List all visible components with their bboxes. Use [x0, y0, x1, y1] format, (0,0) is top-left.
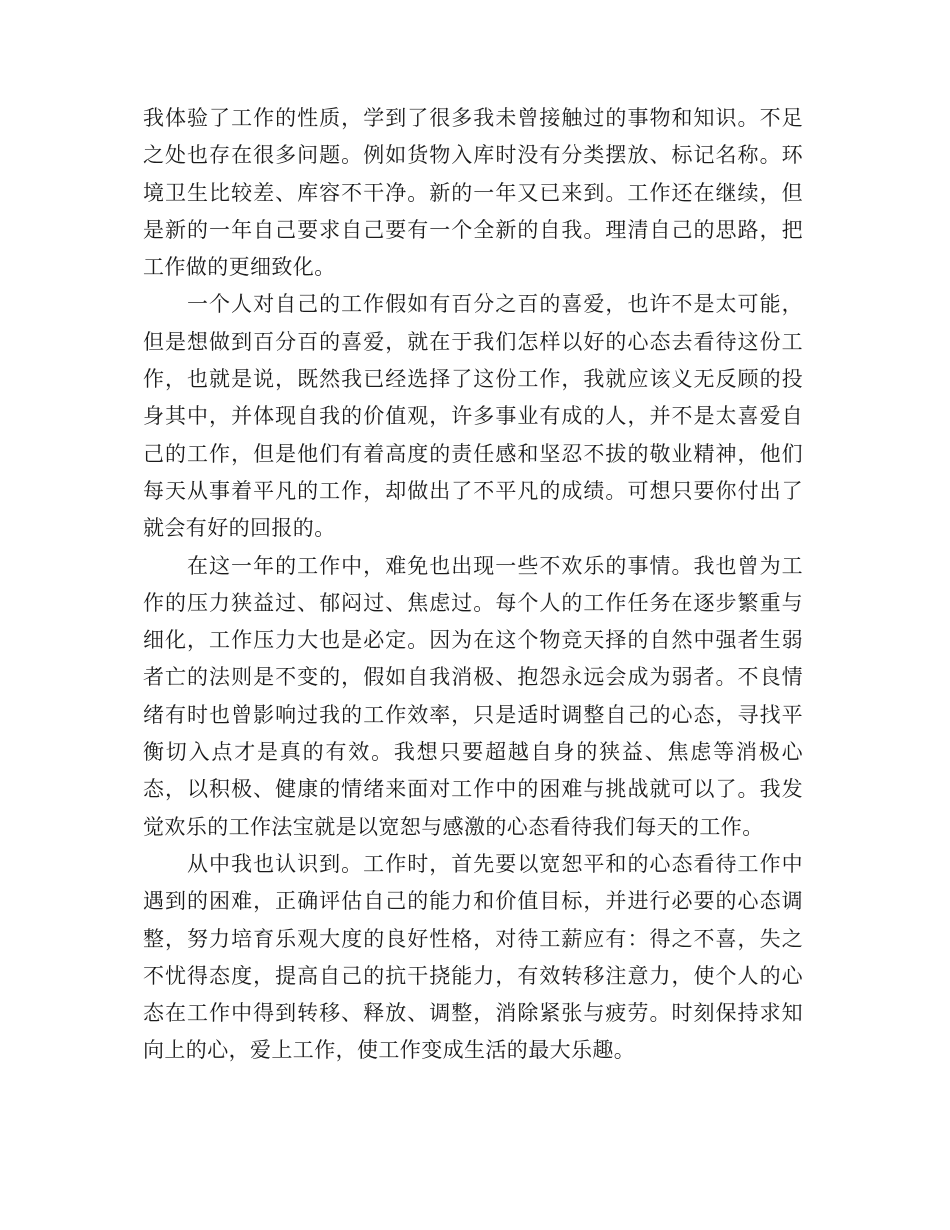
paragraph-1: 我体验了工作的性质，学到了很多我未曾接触过的事物和知识。不足之处也存在很多问题。例如货物入库时没有分类摆放、标记名称。环境卫生比较差、库容不干净。新的一年又已来到。工作还在继续，但是新的一年自己要求自己要有一个全新的自我。理清自己的思路，把工作做的更细致化。 — [143, 106, 803, 280]
paragraph-3: 在这一年的工作中，难免也出现一些不欢乐的事情。我也曾为工作的压力狭益过、郁闷过、焦虑过。每个人的工作任务在逐步繁重与细化，工作压力大也是必定。因为在这个物竞天择的自然中强者生弱者亡的法则是不变的，假如自我消极、抱怨永远会成为弱者。不良情绪有时也曾影响过我的工作效率，只是适时调整自己的心态，寻找平衡切入点才是真的有效。我想只要超越自身的狭益、焦虑等消极心态，以积极、健康的情绪来面对工作中的困难与挑战就可以了。我发觉欢乐的工作法宝就是以宽恕与感激的心态看待我们每天的工作。 — [143, 553, 803, 839]
document-body — [143, 100, 803, 1070]
paragraph-2: 一个人对自己的工作假如有百分之百的喜爱，也许不是太可能，但是想做到百分百的喜爱，就在于我们怎样以好的心态去看待这份工作，也就是说，既然我已经选择了这份工作，我就应该义无反顾的投身其中，并体现自我的价值观，许多事业有成的人，并不是太喜爱自己的工作，但是他们有着高度的责任感和坚忍不拔的敬业精神，他们每天从事着平凡的工作，却做出了不平凡的成绩。可想只要你付出了就会有好的回报的。 — [143, 292, 803, 541]
paragraph-4: 从中我也认识到。工作时，首先要以宽恕平和的心态看待工作中遇到的困难，正确评估自己的能力和价值目标，并进行必要的心态调整，努力培育乐观大度的良好性格，对待工薪应有：得之不喜，失之不忧得态度，提高自己的抗干挠能力，有效转移注意力，使个人的心态在工作中得到转移、释放、调整，消除紧张与疲劳。时刻保持求知向上的心，爱上工作，使工作变成生活的最大乐趣。 — [143, 851, 803, 1063]
